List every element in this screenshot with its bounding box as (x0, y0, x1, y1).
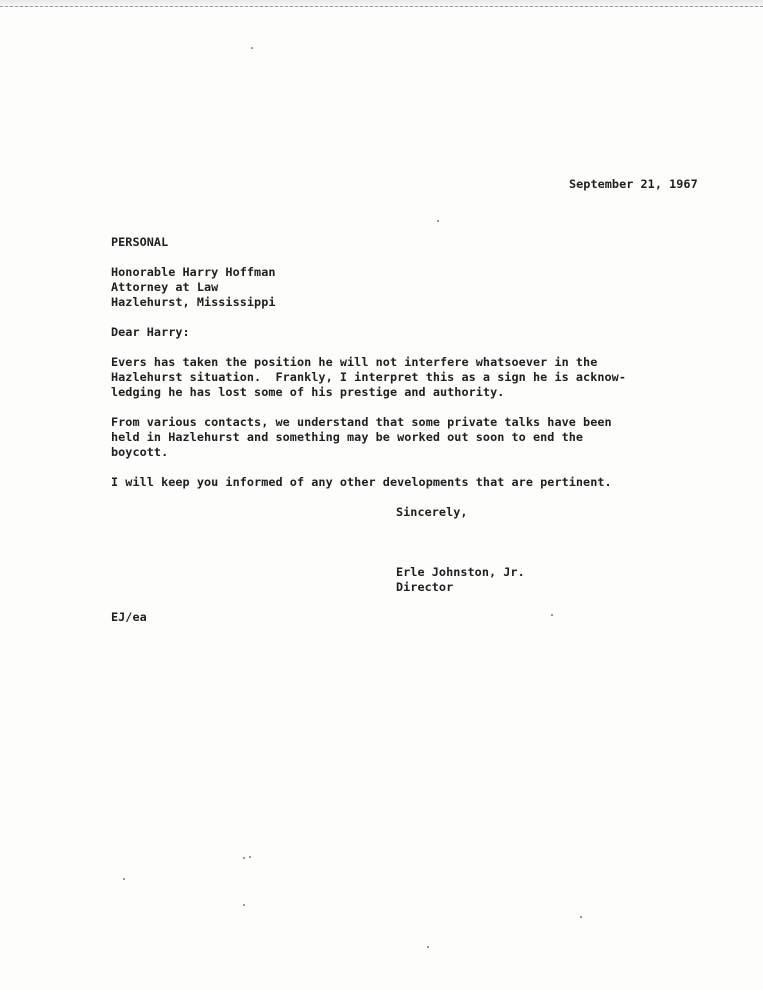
scan-top-edge (0, 0, 763, 7)
reference-initials: EJ/ea (111, 610, 147, 624)
signer-name: Erle Johnston, Jr. (396, 565, 525, 579)
scan-speck (437, 220, 439, 222)
body-line: From various contacts, we understand that some private talks have been (111, 415, 612, 429)
body-paragraph-3: I will keep you informed of any other developments that are pertinent. (111, 475, 612, 489)
body-line: ledging he has lost some of his prestige and authority. (111, 385, 505, 399)
body-line: boycott. (111, 445, 169, 459)
recipient-line: Hazlehurst, Mississippi (111, 295, 276, 309)
letter-date: September 21, 1967 (569, 177, 698, 191)
closing: Sincerely, (396, 505, 468, 519)
body-line: Evers has taken the position he will not interfere whatsoever in the (111, 355, 598, 369)
scan-speck (251, 47, 253, 49)
scan-speck (427, 946, 429, 948)
scan-speck (249, 856, 251, 858)
scan-speck (580, 916, 582, 918)
body-line: Hazlehurst situation. Frankly, I interpret this as a sign he is acknow- (111, 370, 626, 384)
scan-speck (243, 904, 245, 906)
body-line: held in Hazlehurst and something may be worked out soon to end the (111, 430, 584, 444)
salutation: Dear Harry: (111, 325, 190, 339)
recipient-line: Attorney at Law (111, 280, 219, 294)
scan-speck (551, 614, 553, 616)
scan-speck (123, 878, 125, 880)
signer-title: Director (396, 580, 454, 594)
scan-speck (243, 857, 245, 859)
recipient-line: Honorable Harry Hoffman (111, 265, 276, 279)
personal-marking: PERSONAL (111, 235, 169, 249)
